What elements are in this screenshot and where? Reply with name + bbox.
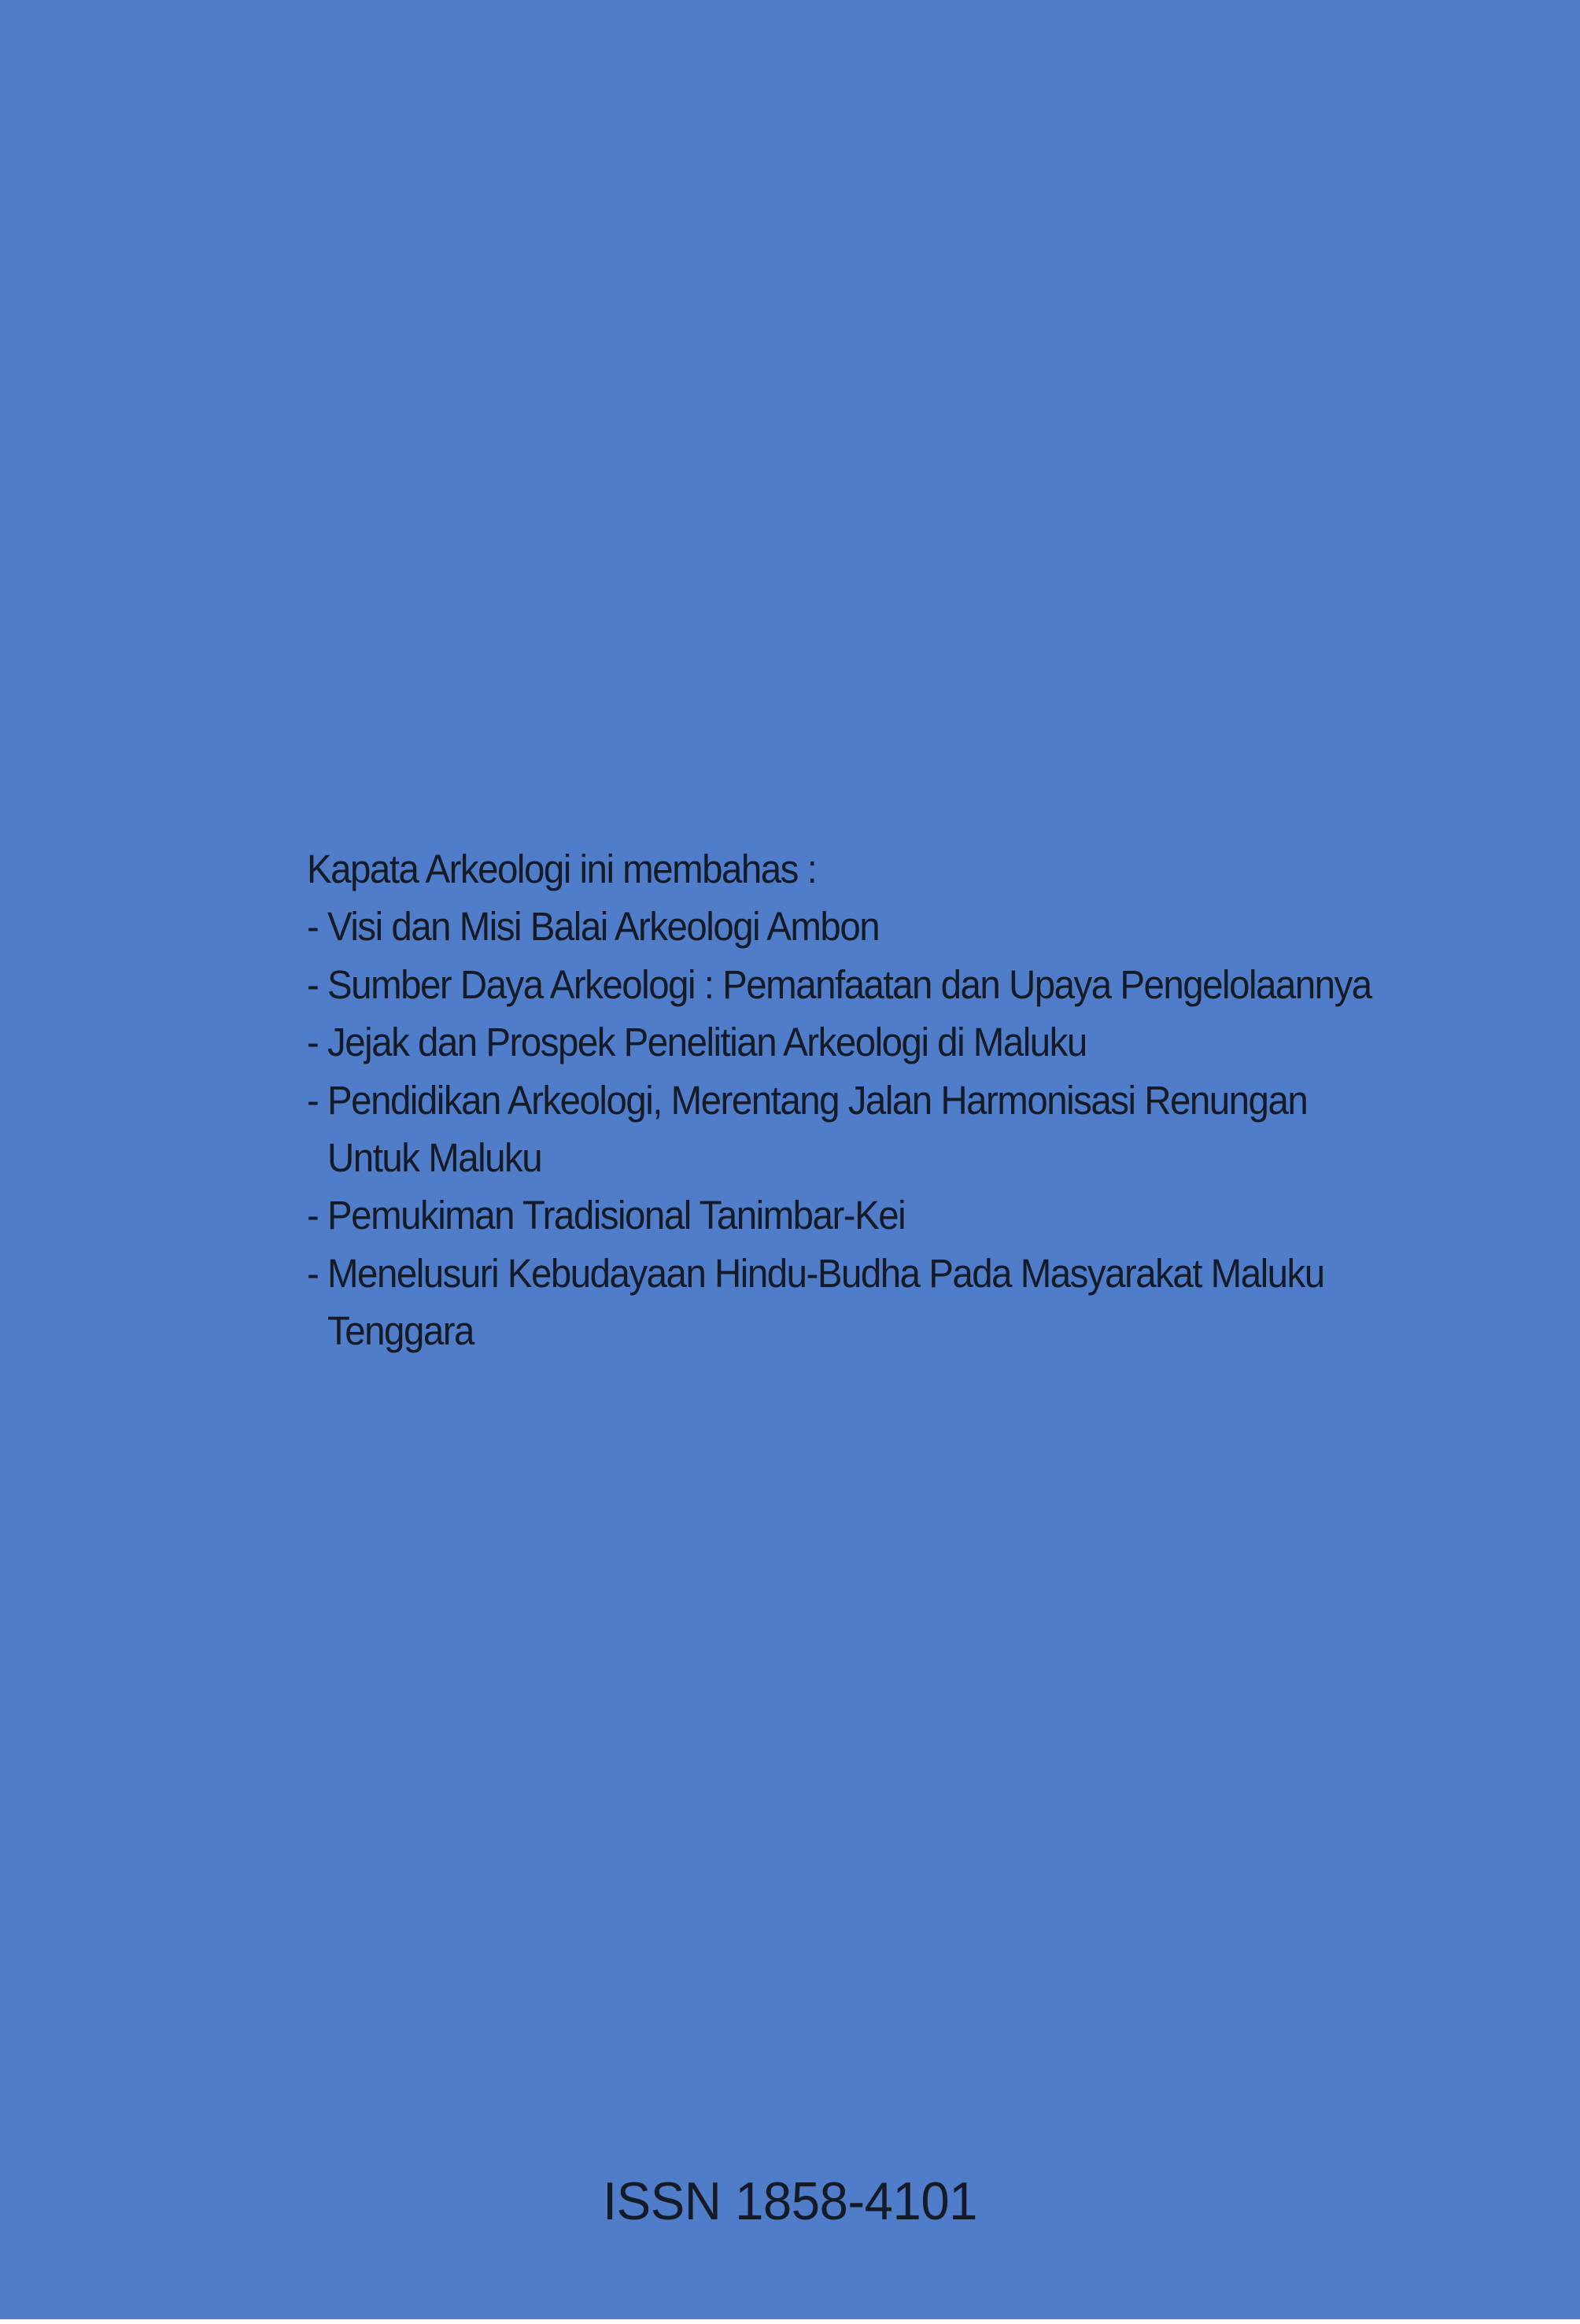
topic-text: Visi dan Misi Balai Arkeologi Ambon bbox=[327, 904, 880, 950]
topic-item: - Menelusuri Kebudayaan Hindu-Budha Pada Masyarakat Maluku Tenggara bbox=[307, 1250, 1324, 1354]
topic-item: - Sumber Daya Arkeologi : Pemanfaatan dan Upaya Pengelolaannya bbox=[307, 961, 1371, 1007]
topic-item: - Pendidikan Arkeologi, Merentang Jalan Harmonisasi Renungan Untuk Maluku bbox=[307, 1077, 1308, 1181]
topic-item: - Visi dan Misi Balai Arkeologi Ambon bbox=[307, 904, 880, 950]
topic-text: Sumber Daya Arkeologi : Pemanfaatan dan Upaya Pengelolaannya bbox=[327, 961, 1371, 1007]
topic-text: Pendidikan Arkeologi, Merentang Jalan Harmonisasi Renungan Untuk Maluku bbox=[327, 1077, 1308, 1181]
topic-item: - Pemukiman Tradisional Tanimbar-Kei bbox=[307, 1193, 906, 1238]
topic-item: - Jejak dan Prospek Penelitian Arkeologi di Maluku bbox=[307, 1020, 1087, 1065]
topic-list bbox=[307, 898, 1449, 1359]
contents-summary bbox=[307, 840, 1449, 1360]
issn-number: ISSN 1858-4101 bbox=[603, 2171, 977, 2231]
topic-text: Menelusuri Kebudayaan Hindu-Budha Pada Masyarakat Maluku Tenggara bbox=[327, 1250, 1324, 1354]
summary-intro: Kapata Arkeologi ini membahas : bbox=[307, 847, 817, 891]
topic-text: Pemukiman Tradisional Tanimbar-Kei bbox=[327, 1193, 906, 1238]
topic-text: Jejak dan Prospek Penelitian Arkeologi di Maluku bbox=[327, 1020, 1087, 1065]
